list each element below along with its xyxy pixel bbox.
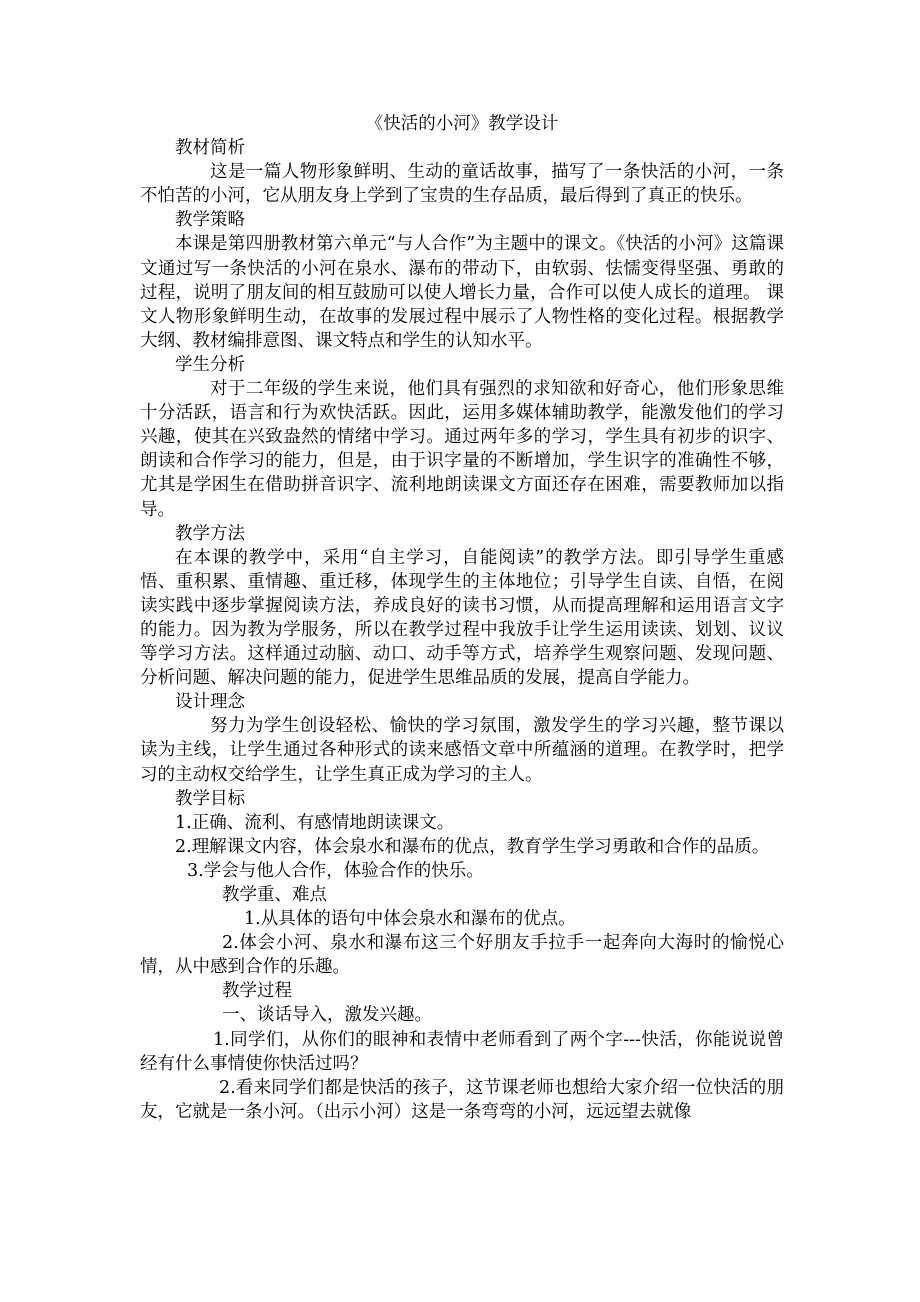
goal-item-1: 1.正确、流利、有感情地朗读课文。 bbox=[175, 812, 455, 833]
paragraph-concept: 努力为学生创设轻松、愉快的学习氛围，激发学生的学习兴趣，整节课以读为主线，让学生通过各种形式的读来感悟文章中所蕴涵的道理。在教学时，把学习的主动权交给学生，让学生真正成为学习的主人。 bbox=[140, 716, 784, 785]
section-heading-process: 教学过程 bbox=[222, 981, 292, 1002]
goal-item-3: 3.学会与他人合作，体验合作的快乐。 bbox=[187, 860, 484, 881]
document-page bbox=[140, 112, 784, 1124]
step-heading-1: 一、谈话导入，激发兴趣。 bbox=[222, 1005, 432, 1026]
section-heading-concept: 设计理念 bbox=[175, 692, 245, 713]
paragraph-students: 对于二年级的学生来说，他们具有强烈的求知欲和好奇心，他们形象思维十分活跃，语言和行为欢快活跃。因此，运用多媒体辅助教学，能激发他们的学习兴趣，使其在兴致盎然的情绪中学习。通过两年多的学习，学生具有初步的识字、朗读和合作学习的能力，但是，由于识字量的不断增加，学生识字的准确性不够，尤其是学困生在借助拼音识字、流利地朗读课文方面还存在困难，需要教师加以指导。 bbox=[140, 379, 784, 520]
section-heading-key-points: 教学重、难点 bbox=[222, 885, 327, 905]
key-point-1: 1.从具体的语句中体会泉水和瀑布的优点。 bbox=[244, 909, 576, 930]
goal-item-2: 2.理解课文内容，体会泉水和瀑布的优点，教育学生学习勇敢和合作的品质。 bbox=[175, 836, 770, 857]
section-heading-goals: 教学目标 bbox=[175, 788, 245, 809]
section-heading-students: 学生分析 bbox=[175, 354, 245, 375]
paragraph-strategy: 本课是第四册教材第六单元“与人合作”为主题中的课文。《快活的小河》这篇课文通过写一条快活的小河在泉水、瀑布的带动下，由软弱、怯懦变得坚强、勇敢的过程，说明了朋友间的相互鼓励可以使人增长力量，合作可以使人成长的道理。 课文人物形象鲜明生动，在故事的发展过程中展示了人物性格的变化过程。根据教学大纲、教材编排意图、课文特点和学生的认知水平。 bbox=[140, 234, 784, 351]
key-point-2: 2.体会小河、泉水和瀑布这三个好朋友手拉手一起奔向大海时的愉悦心情，从中感到合作的乐趣。 bbox=[140, 933, 784, 978]
paragraph-materials: 这是一篇人物形象鲜明、生动的童话故事，描写了一条快活的小河，一条不怕苦的小河，它从朋友身上学到了宝贵的生存品质，最后得到了真正的快乐。 bbox=[140, 162, 784, 207]
document-title: 《快活的小河》教学设计 bbox=[365, 114, 559, 134]
step-paragraph-2: 2.看来同学们都是快活的孩子，这节课老师也想给大家介绍一位快活的朋友，它就是一条小河。（出示小河）这是一条弯弯的小河，远远望去就像 bbox=[140, 1077, 784, 1122]
paragraph-methods: 在本课的教学中，采用“自主学习，自能阅读”的教学方法。即引导学生重感悟、重积累、重情趣、重迁移，体现学生的主体地位；引导学生自读、自悟，在阅读实践中逐步掌握阅读方法，养成良好的读书习惯，从而提高理解和运用语言文字的能力。因为教为学服务，所以在教学过程中我放手让学生运用读读、划划、议议等学习方法。这样通过动脑、动口、动手等方式，培养学生观察问题、发现问题、分析问题、解决问题的能力，促进学生思维品质的发展，提高自学能力。 bbox=[140, 547, 784, 689]
section-heading-methods: 教学方法 bbox=[175, 523, 245, 544]
step-paragraph-1: 1.同学们，从你们的眼神和表情中老师看到了两个字---快活，你能说说曾经有什么事情使你快活过吗？ bbox=[140, 1029, 784, 1074]
section-heading-materials: 教材简析 bbox=[175, 138, 245, 159]
section-heading-strategy: 教学策略 bbox=[175, 210, 245, 231]
